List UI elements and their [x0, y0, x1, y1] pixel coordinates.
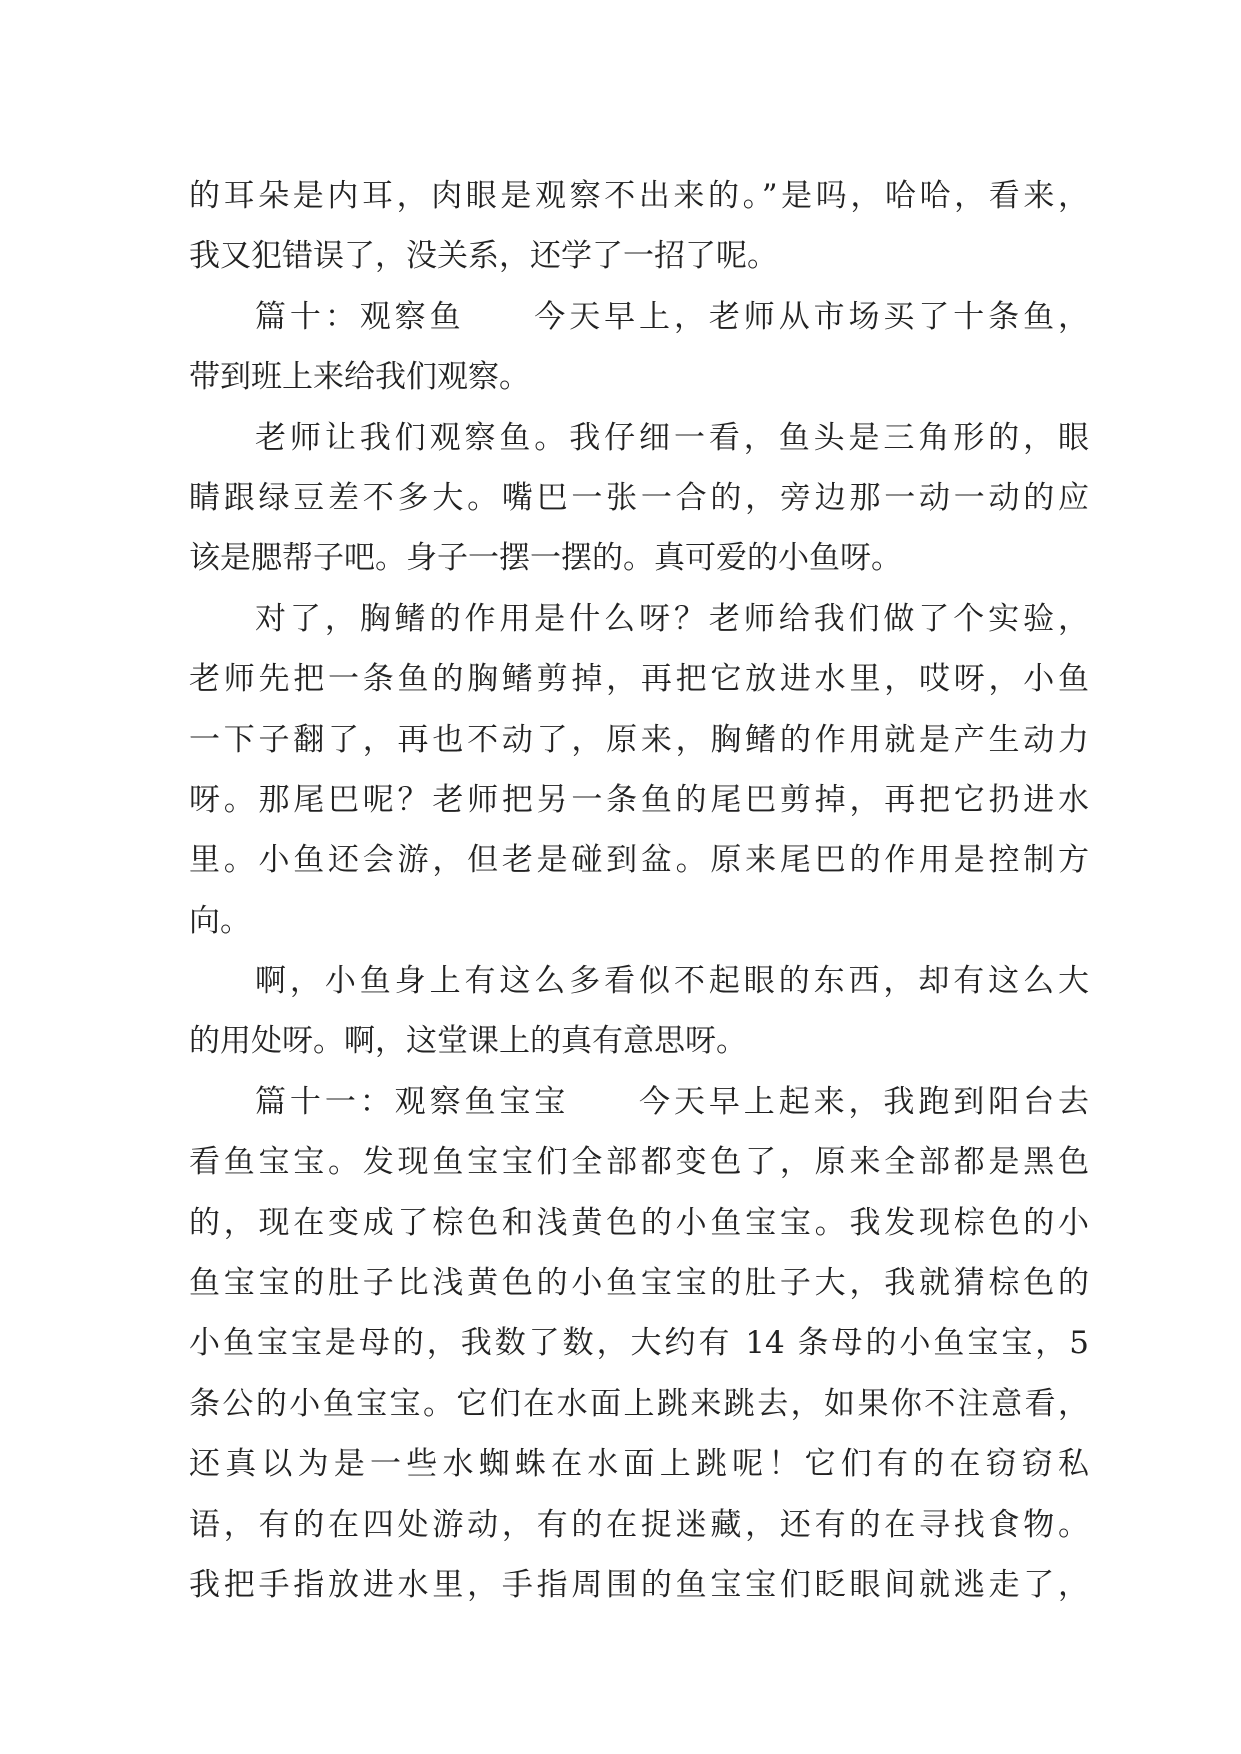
paragraph-4: [189, 589, 1089, 951]
body-text: [189, 166, 1089, 1615]
text-line: 的，现在变成了棕色和浅黄色的小鱼宝宝。我发现棕色的小: [189, 1204, 1089, 1241]
text-line: 一下子翻了，再也不动了，原来，胸鳍的作用就是产生动力: [189, 721, 1089, 758]
text-line: 向。: [189, 902, 251, 939]
text-line: 还真以为是一些水蜘蛛在水面上跳呢！它们有的在窃窃私: [189, 1446, 1089, 1483]
text-line: 我把手指放进水里，手指周围的鱼宝宝们眨眼间就逃走了，: [189, 1566, 1089, 1603]
text-line: 呀。那尾巴呢？老师把另一条鱼的尾巴剪掉，再把它扔进水: [189, 781, 1089, 818]
paragraph-1: [189, 166, 1089, 287]
text-line: 里。小鱼还会游，但老是碰到盆。原来尾巴的作用是控制方: [189, 842, 1089, 879]
text-line: 的用处呀。啊，这堂课上的真有意思呀。: [189, 1023, 747, 1060]
text-line: 鱼宝宝的肚子比浅黄色的小鱼宝宝的肚子大，我就猜棕色的: [189, 1265, 1089, 1302]
text-line: 篇十一：观察鱼宝宝 今天早上起来，我跑到阳台去: [255, 1083, 1089, 1120]
text-line: 对了，胸鳍的作用是什么呀？老师给我们做了个实验，: [255, 600, 1089, 637]
text-line: 啊，小鱼身上有这么多看似不起眼的东西，却有这么大: [255, 963, 1089, 1000]
text-line: 篇十：观察鱼 今天早上，老师从市场买了十条鱼，: [255, 298, 1089, 335]
text-line: 语，有的在四处游动，有的在捉迷藏，还有的在寻找食物。: [189, 1506, 1089, 1543]
text-line: 的耳朵是内耳，肉眼是观察不出来的。”是吗，哈哈，看来，: [189, 178, 1089, 214]
paragraph-5: [189, 951, 1089, 1072]
paragraph-3: [189, 408, 1089, 589]
text-line: 带到班上来给我们观察。: [189, 359, 530, 396]
text-line: 老师先把一条鱼的胸鳍剪掉，再把它放进水里，哎呀，小鱼: [189, 661, 1089, 698]
text-line: 条公的小鱼宝宝。它们在水面上跳来跳去，如果你不注意看，: [189, 1385, 1089, 1422]
text-line: 该是腮帮子吧。身子一摆一摆的。真可爱的小鱼呀。: [189, 540, 902, 577]
text-line: 看鱼宝宝。发现鱼宝宝们全部都变色了，原来全部都是黑色: [189, 1144, 1089, 1181]
paragraph-6: [189, 1072, 1089, 1616]
text-line: 我又犯错误了，没关系，还学了一招了呢。: [189, 238, 778, 275]
text-line: 老师让我们观察鱼。我仔细一看，鱼头是三角形的，眼: [255, 419, 1089, 456]
paragraph-2: [189, 287, 1089, 408]
text-line: 小鱼宝宝是母的，我数了数，大约有 14 条母的小鱼宝宝，5: [189, 1325, 1089, 1362]
text-line: 睛跟绿豆差不多大。嘴巴一张一合的，旁边那一动一动的应: [189, 479, 1089, 516]
